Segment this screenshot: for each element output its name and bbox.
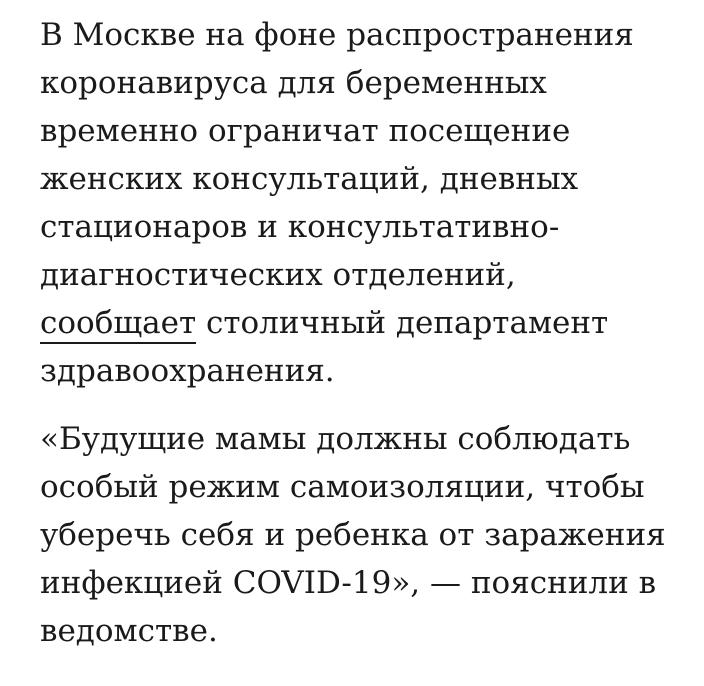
article-body [40, 11, 690, 655]
text-line: «Будущие мамы должны соблюдать [40, 421, 631, 457]
paragraph-2-quote [40, 415, 690, 655]
text-line: ведомстве. [40, 613, 218, 649]
text-line: здравоохранения. [40, 353, 335, 389]
text-line: инфекцией COVID-19», — пояснили в [40, 565, 657, 601]
text-line: женских консультаций, дневных [40, 161, 579, 197]
text-after-link: столичный департамент [196, 305, 609, 341]
text-line: уберечь себя и ребенка от заражения [40, 517, 666, 553]
source-link[interactable]: сообщает [40, 305, 196, 344]
text-line: временно ограничат посещение [40, 113, 571, 149]
text-line: коронавируса для беременных [40, 65, 547, 101]
text-line-with-link [40, 299, 690, 347]
text-line: стационаров и консультативно- [40, 209, 560, 245]
text-line: особый режим самоизоляции, чтобы [40, 469, 645, 505]
text-line: диагностических отделений, [40, 257, 516, 293]
text-line: В Москве на фоне распространения [40, 17, 634, 53]
paragraph-1 [40, 11, 690, 395]
